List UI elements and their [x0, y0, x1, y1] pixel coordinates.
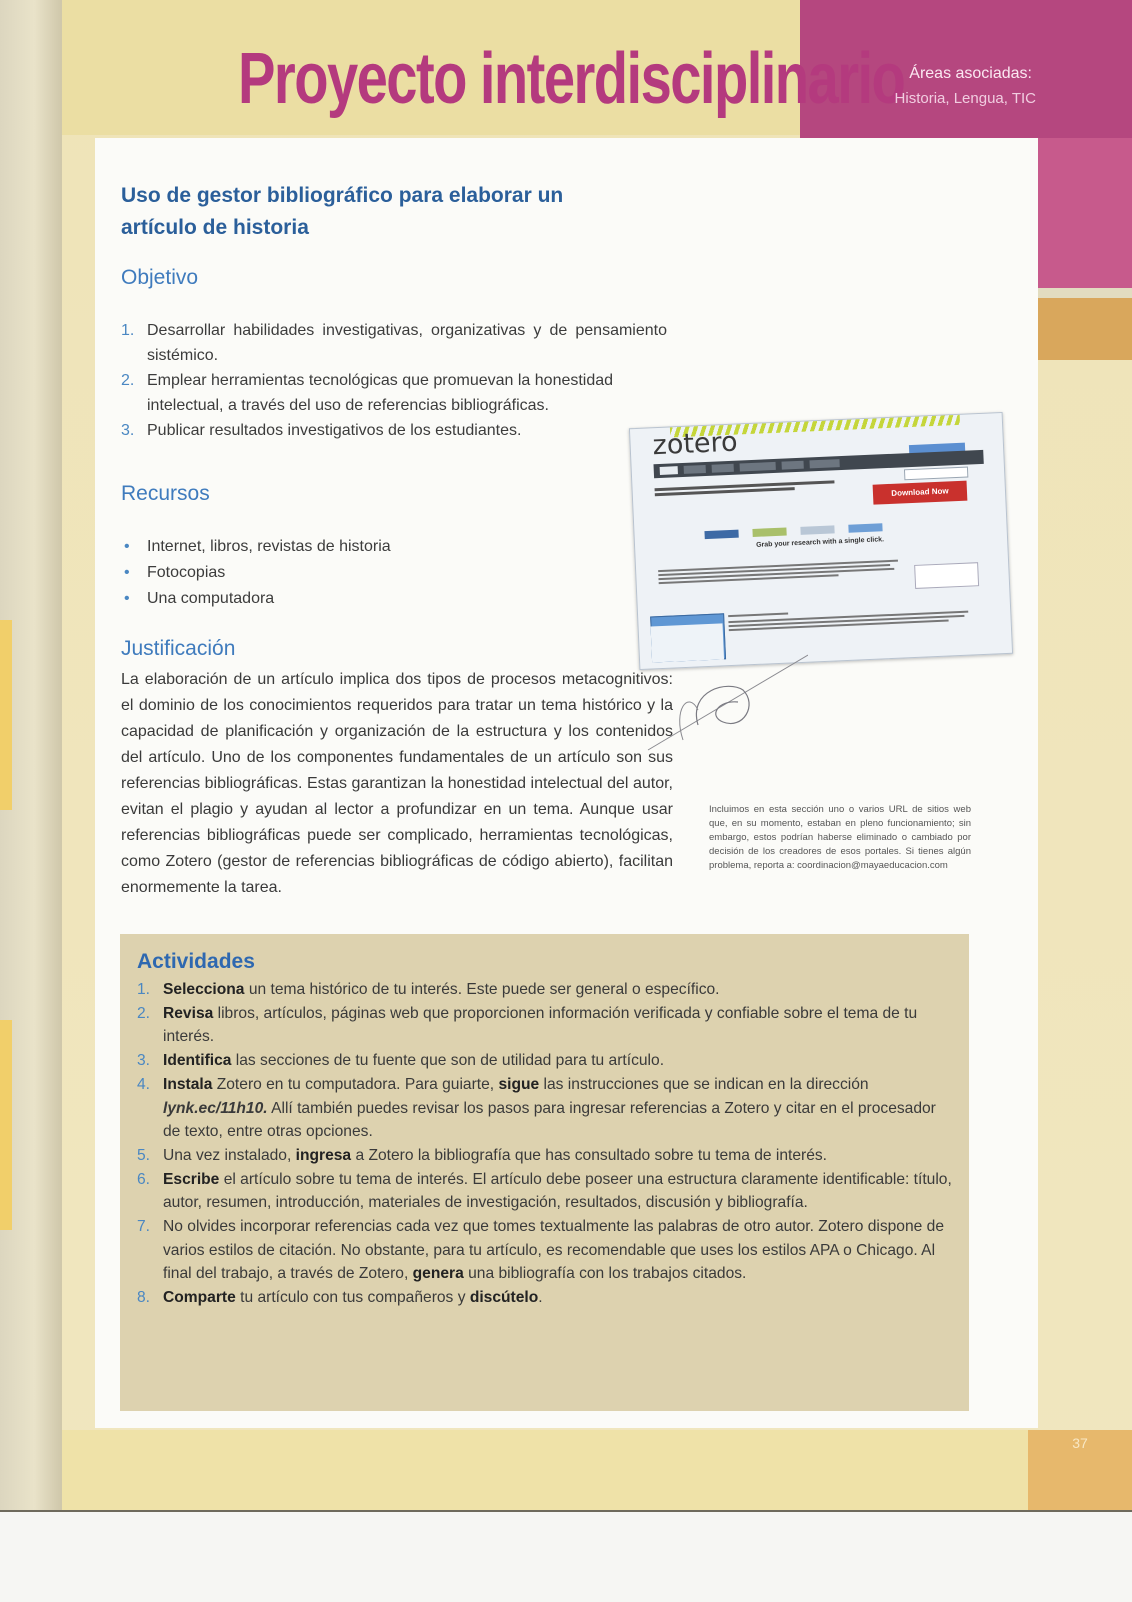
- recursos-list: [121, 534, 541, 612]
- list-item: 4. Instala Zotero en tu computadora. Para guiarte, sigue las instrucciones que se indican en la dirección lynk.ec/11h10. Allí también puedes revisar los pasos para ingresar referencias a Zotero y citar en el procesador de texto, entre otras opciones.: [137, 1075, 936, 1141]
- list-item: 7. No olvides incorporar referencias cada vez que tomes textualmente las palabras de otro autor. Zotero dispone de varios estilos de citación. No obstante, para tu artículo, es recomendable que uses los estilos APA o Chicago. Al final del trabajo, a través de Zotero, genera una bibliografía con los trabajos citados.: [137, 1218, 944, 1283]
- justificacion-heading: Justificación: [121, 637, 236, 660]
- page-title: Proyecto interdisciplinario: [238, 39, 905, 119]
- list-item: 2. Revisa libros, artículos, páginas web que proporcionen información verificada y confiable sobre el tema de tu interés.: [137, 1004, 918, 1046]
- list-item: 8. Comparte tu artículo con tus compañeros y discútelo.: [137, 1289, 543, 1307]
- zotero-logo: zotero: [652, 426, 739, 462]
- zotero-intro-text: [654, 477, 854, 498]
- zotero-tagline: Grab your research with a single click.: [755, 536, 885, 549]
- actividades-list: [137, 978, 957, 1310]
- right-stripe: [1038, 288, 1132, 298]
- project-subtitle: Uso de gestor bibliográfico para elaborar un artículo de historia: [121, 184, 564, 239]
- list-item: • Una computadora: [124, 590, 275, 607]
- pencil-scribble: [628, 630, 808, 770]
- left-page-strip: [0, 1020, 12, 1230]
- url-disclaimer-note: Incluimos en esta sección uno o varios URL de sitios web que, en su momento, estaban en pleno funcionamiento; sin embargo, estos podrían haberse eliminado o cambiado por decisión de los creadores de esos portales. Si tienes algún problema, reporta a: coordinacion@mayaeducacion.com: [709, 804, 971, 871]
- link-text: lynk.ec/11h10.: [163, 1099, 268, 1117]
- left-page-strip: [0, 620, 12, 810]
- list-item: 1. Selecciona un tema histórico de tu interés. Este puede ser general o específico.: [137, 981, 720, 998]
- zotero-body-text: [658, 557, 909, 586]
- footer-band: [62, 1430, 1132, 1510]
- list-item: • Internet, libros, revistas de historia: [124, 538, 391, 555]
- zotero-download-button: Download Now: [873, 481, 968, 505]
- list-item: 1. Desarrollar habilidades investigativas, organizativas y de pensamiento sistémico.: [121, 322, 667, 364]
- list-item: 3. Identifica las secciones de tu fuente que son de utilidad para tu artículo.: [137, 1052, 665, 1070]
- zotero-search-input: [904, 467, 968, 481]
- list-item: • Fotocopias: [124, 564, 226, 581]
- list-item: 3. Publicar resultados investigativos de los estudiantes.: [121, 422, 522, 439]
- objetivo-heading: Objetivo: [121, 266, 199, 289]
- justificacion-paragraph: La elaboración de un artículo implica dos tipos de procesos metacognitivos: el dominio de los conocimientos requeridos para tratar un tema histórico y la capacidad de planificación y organización de la estructura y los contenidos del artículo. Uno de los componentes fundamentales de un artículo son sus referencias bibliográficas. Estas garantizan la honestidad intelectual del autor, evitan el plagio y ayudan al lector a profundizar en un tema. Aunque usar referencias bibliográficas puede ser complicado, herramientas tecnológicas, como Zotero (gestor de referencias bibliográficas de código abierto), facilitan enormemente la tarea.: [121, 671, 673, 896]
- recursos-heading: Recursos: [121, 482, 210, 505]
- list-item: 5. Una vez instalado, ingresa a Zotero la bibliografía que has consultado sobre tu tema de interés.: [137, 1146, 828, 1164]
- right-stripe: [1038, 138, 1132, 288]
- areas-values: Historia, Lengua, TIC: [894, 90, 1036, 107]
- actividades-heading: Actividades: [137, 950, 255, 973]
- list-item: 6. Escribe el artículo sobre tu tema de interés. El artículo debe poseer una estructura claramente identificable: título, autor, resumen, introducción, materiales de investigación, resultados, discusión y bibliografía.: [137, 1170, 952, 1212]
- areas-label: Áreas asociadas:: [909, 65, 1032, 82]
- list-item: 2. Emplear herramientas tecnológicas que promuevan la honestidad intelectual, a través del uso de referencias bibliográficas.: [121, 372, 614, 414]
- objetivo-list: [121, 318, 667, 443]
- page-number: 37: [1072, 1435, 1088, 1451]
- zotero-thumbnail: [914, 562, 979, 589]
- right-gold-stripe: [1038, 298, 1132, 360]
- zotero-body-text: [728, 602, 979, 633]
- scan-bottom-margin: [0, 1510, 1132, 1602]
